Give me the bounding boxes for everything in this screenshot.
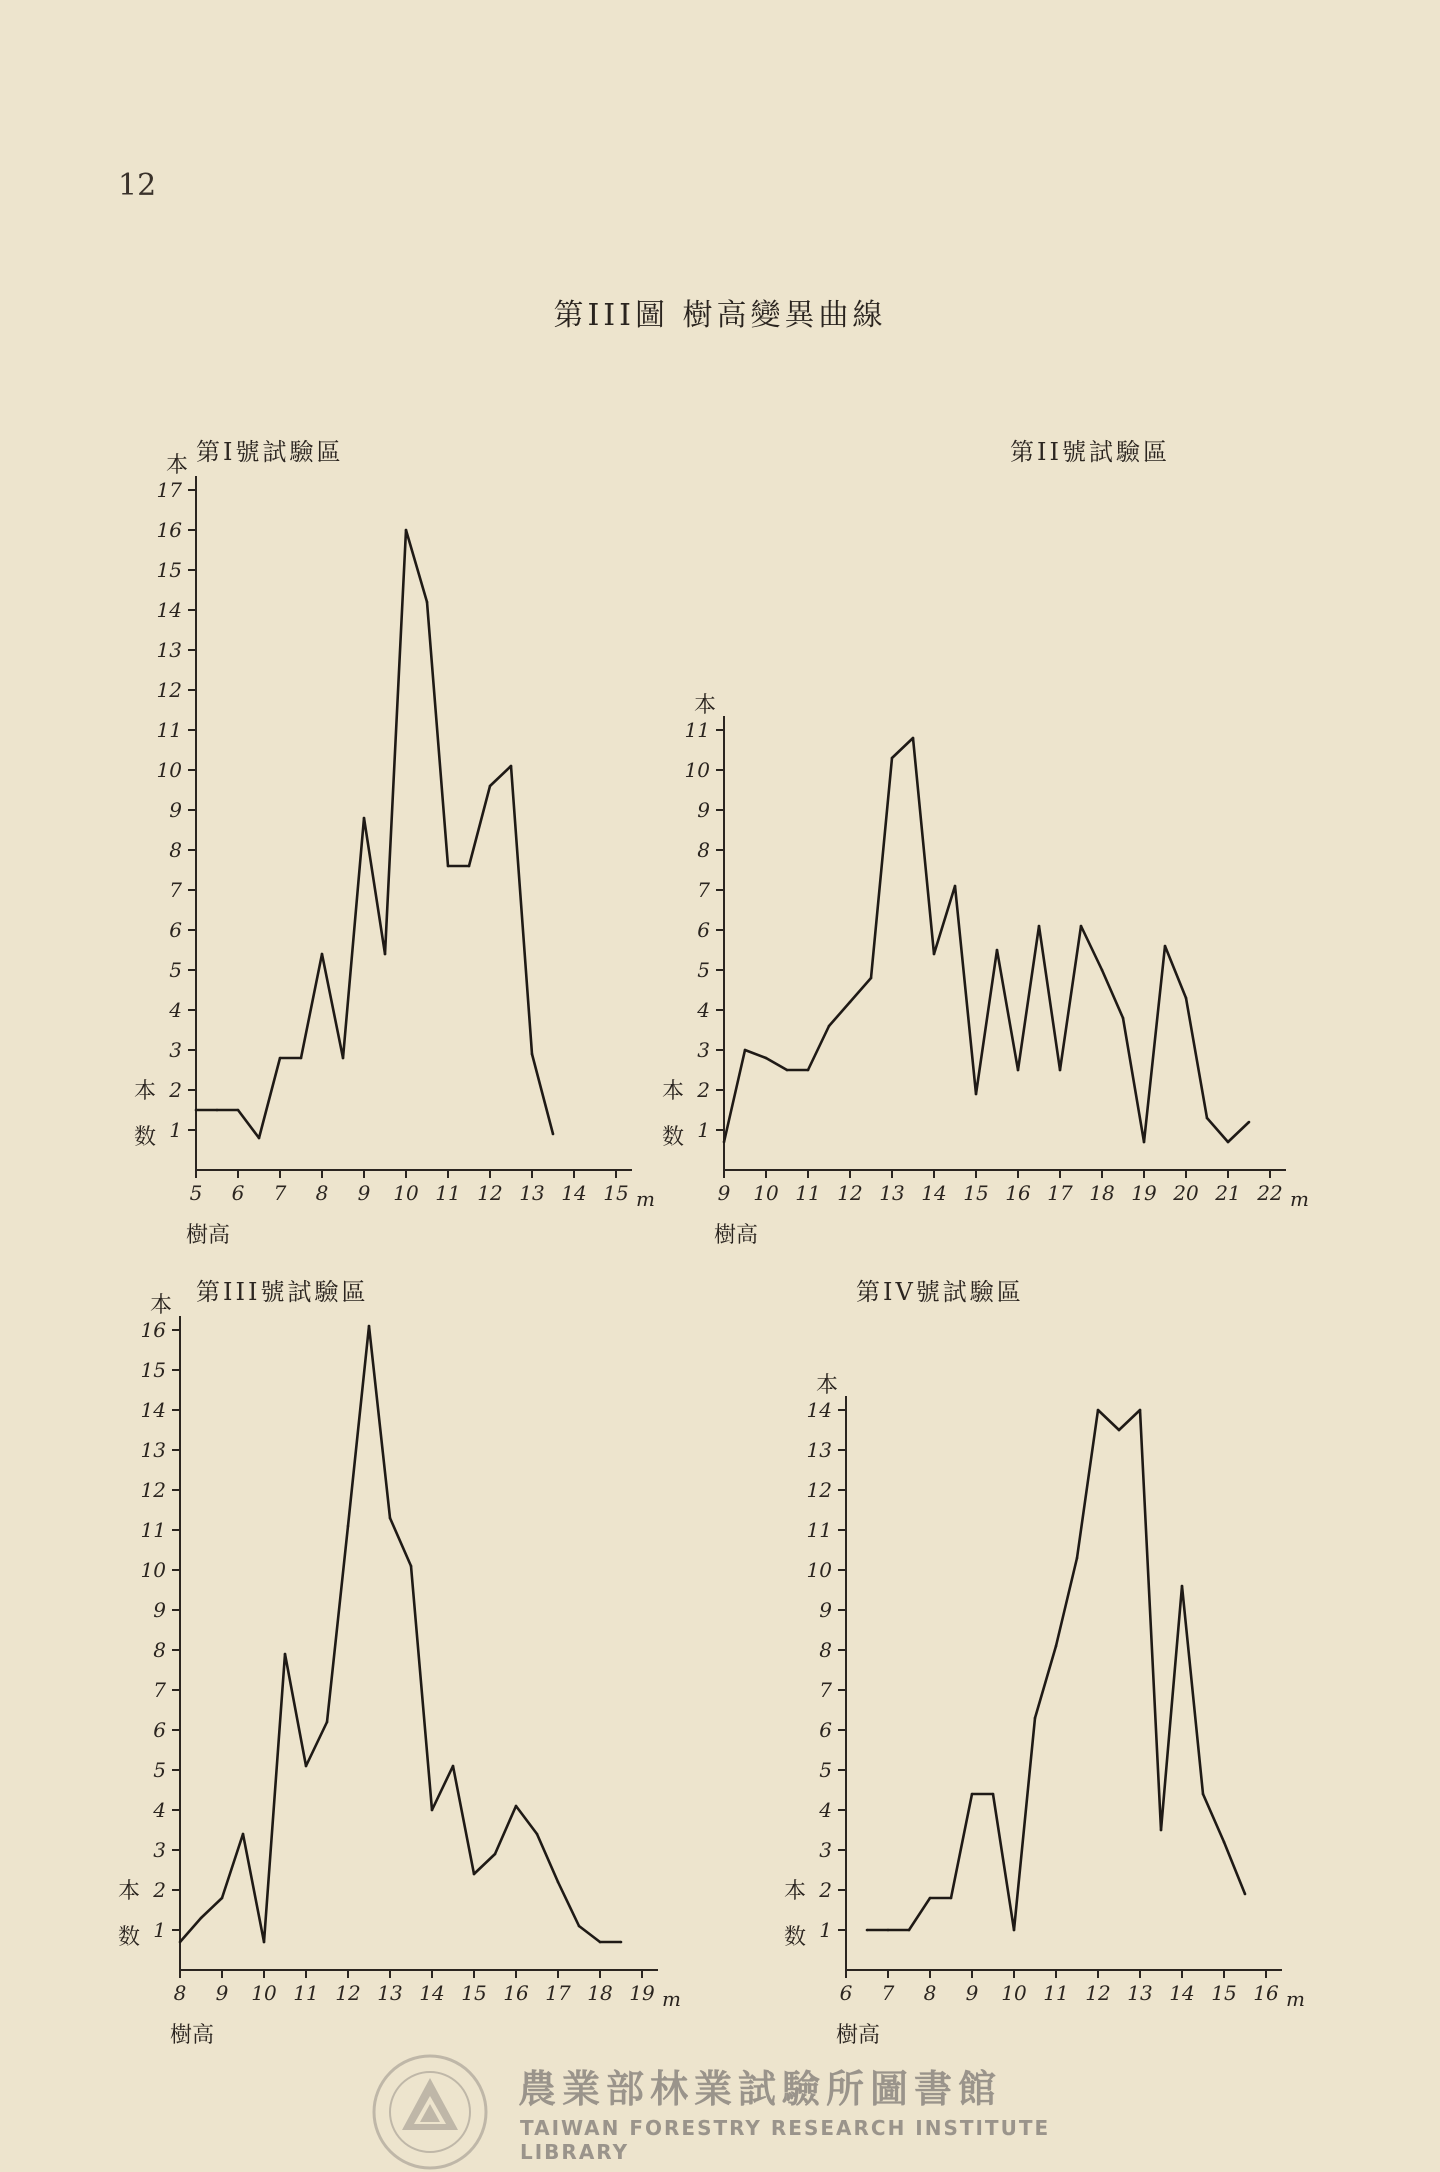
data-point xyxy=(1185,997,1188,1000)
data-point xyxy=(389,1517,392,1520)
y-tick-label: 13 xyxy=(806,1438,832,1462)
data-point xyxy=(242,1833,245,1836)
y-tick-label: 6 xyxy=(169,918,182,942)
x-tick-label: 14 xyxy=(419,1981,445,2005)
data-point xyxy=(221,1897,224,1900)
y-tick-label: 11 xyxy=(156,718,182,742)
series-line xyxy=(180,1326,621,1942)
data-point xyxy=(1223,1841,1226,1844)
y-axis-top-label: 本 xyxy=(816,1373,839,1398)
x-tick-label: 21 xyxy=(1215,1181,1241,1205)
data-point xyxy=(908,1929,911,1932)
data-point xyxy=(279,1057,282,1060)
y-tick-label: 14 xyxy=(140,1398,166,1422)
x-axis-unit: m xyxy=(1290,1187,1309,1211)
y-tick-label: 15 xyxy=(140,1358,166,1382)
data-point xyxy=(620,1941,623,1944)
data-point xyxy=(452,1765,455,1768)
data-point xyxy=(510,765,513,768)
x-tick-label: 12 xyxy=(477,1181,503,1205)
data-point xyxy=(347,1525,350,1528)
chart-panel-1 xyxy=(100,420,660,1250)
x-tick-label: 8 xyxy=(923,1981,937,2005)
data-point xyxy=(599,1941,602,1944)
data-point xyxy=(410,1565,413,1568)
data-point xyxy=(258,1137,261,1140)
x-tick-label: 7 xyxy=(881,1981,895,2005)
x-tick-label: 13 xyxy=(1127,1981,1153,2005)
x-tick-label: 15 xyxy=(461,1981,487,2005)
data-point xyxy=(1038,925,1041,928)
y-tick-label: 14 xyxy=(806,1398,832,1422)
chart-panel-2 xyxy=(620,420,1320,1250)
data-point xyxy=(473,1873,476,1876)
data-point xyxy=(954,885,957,888)
data-point xyxy=(342,1057,345,1060)
x-tick-label: 18 xyxy=(587,1981,613,2005)
y-axis-side-label-1: 本 xyxy=(118,1879,141,1904)
y-tick-label: 16 xyxy=(156,518,182,542)
y-tick-label: 5 xyxy=(697,958,710,982)
x-tick-label: 9 xyxy=(717,1181,731,1205)
data-point xyxy=(975,1093,978,1096)
x-tick-label: 10 xyxy=(393,1181,419,1205)
x-tick-label: 9 xyxy=(215,1981,229,2005)
y-tick-label: 2 xyxy=(697,1078,710,1102)
data-point xyxy=(1139,1409,1142,1412)
y-tick-label: 7 xyxy=(819,1678,832,1702)
data-point xyxy=(195,1109,198,1112)
y-axis-side-label-2: 数 xyxy=(784,1925,807,1950)
y-tick-label: 9 xyxy=(169,798,182,822)
y-tick-label: 8 xyxy=(697,838,710,862)
data-point xyxy=(363,817,366,820)
y-tick-label: 5 xyxy=(153,1758,166,1782)
x-tick-label: 6 xyxy=(231,1181,245,1205)
data-point xyxy=(468,865,471,868)
data-point xyxy=(489,785,492,788)
chart-panel-3 xyxy=(100,1260,681,2060)
x-axis-unit: m xyxy=(662,1987,681,2011)
x-tick-label: 18 xyxy=(1089,1181,1115,1205)
y-tick-label: 9 xyxy=(697,798,710,822)
data-point xyxy=(284,1653,287,1656)
data-point xyxy=(866,1929,869,1932)
data-point xyxy=(1122,1017,1125,1020)
y-tick-label: 6 xyxy=(697,918,710,942)
data-point xyxy=(426,601,429,604)
library-seal-icon xyxy=(370,2052,490,2172)
data-point xyxy=(1160,1829,1163,1832)
data-point xyxy=(179,1941,182,1944)
x-tick-label: 20 xyxy=(1173,1181,1199,1205)
y-tick-label: 12 xyxy=(806,1478,832,1502)
y-tick-label: 7 xyxy=(697,878,710,902)
y-tick-label: 2 xyxy=(153,1878,166,1902)
y-axis-top-label: 本 xyxy=(150,1293,173,1318)
y-tick-label: 1 xyxy=(819,1918,832,1942)
data-point xyxy=(723,1141,726,1144)
x-tick-label: 10 xyxy=(1001,1981,1027,2005)
x-axis-label: 樹高 xyxy=(714,1223,759,1248)
y-tick-label: 8 xyxy=(153,1638,166,1662)
data-point xyxy=(531,1053,534,1056)
y-tick-label: 13 xyxy=(156,638,182,662)
data-point xyxy=(950,1897,953,1900)
series-line xyxy=(724,738,1249,1142)
x-tick-label: 16 xyxy=(503,1981,529,2005)
y-tick-label: 10 xyxy=(140,1558,166,1582)
x-axis-label: 樹高 xyxy=(186,1223,231,1248)
x-tick-label: 11 xyxy=(293,1981,319,2005)
x-tick-label: 11 xyxy=(795,1181,821,1205)
data-point xyxy=(1055,1645,1058,1648)
x-tick-label: 12 xyxy=(335,1981,361,2005)
data-point xyxy=(765,1057,768,1060)
y-tick-label: 15 xyxy=(156,558,182,582)
data-point xyxy=(828,1025,831,1028)
data-point xyxy=(1101,969,1104,972)
x-tick-label: 19 xyxy=(1131,1181,1157,1205)
y-axis-side-label-1: 本 xyxy=(134,1079,157,1104)
data-point xyxy=(552,1133,555,1136)
y-axis-side-label-2: 数 xyxy=(118,1925,141,1950)
y-tick-label: 1 xyxy=(153,1918,166,1942)
data-point xyxy=(368,1325,371,1328)
series-line xyxy=(867,1410,1245,1930)
data-point xyxy=(1202,1793,1205,1796)
x-tick-label: 12 xyxy=(837,1181,863,1205)
x-tick-label: 16 xyxy=(1005,1181,1031,1205)
y-axis-top-label: 本 xyxy=(694,693,717,718)
data-point xyxy=(200,1917,203,1920)
x-tick-label: 14 xyxy=(561,1181,587,1205)
data-point xyxy=(933,953,936,956)
data-point xyxy=(1244,1893,1247,1896)
y-axis-side-label-1: 本 xyxy=(662,1079,685,1104)
y-axis-side-label-1: 本 xyxy=(784,1879,807,1904)
data-point xyxy=(1034,1717,1037,1720)
data-point xyxy=(305,1765,308,1768)
data-point xyxy=(786,1069,789,1072)
data-point xyxy=(431,1809,434,1812)
x-tick-label: 11 xyxy=(1043,1981,1069,2005)
x-tick-label: 8 xyxy=(173,1981,187,2005)
data-point xyxy=(405,529,408,532)
y-tick-label: 5 xyxy=(819,1758,832,1782)
data-point xyxy=(536,1833,539,1836)
data-point xyxy=(929,1897,932,1900)
x-tick-label: 13 xyxy=(377,1981,403,2005)
x-tick-label: 15 xyxy=(603,1181,629,1205)
data-point xyxy=(1118,1429,1121,1432)
chart-title: 第III號試驗區 xyxy=(196,1278,369,1306)
library-name-chinese: 農業部林業試驗所圖書館 xyxy=(518,2067,1003,2111)
data-point xyxy=(1248,1121,1251,1124)
y-tick-label: 4 xyxy=(153,1798,166,1822)
y-tick-label: 9 xyxy=(819,1598,832,1622)
data-point xyxy=(1143,1141,1146,1144)
y-tick-label: 2 xyxy=(169,1078,182,1102)
y-tick-label: 10 xyxy=(806,1558,832,1582)
series-line xyxy=(196,530,553,1138)
y-tick-label: 17 xyxy=(156,478,182,502)
data-point xyxy=(1017,1069,1020,1072)
y-tick-label: 10 xyxy=(156,758,182,782)
y-axis-side-label-2: 数 xyxy=(662,1125,685,1150)
x-tick-label: 10 xyxy=(753,1181,779,1205)
data-point xyxy=(912,737,915,740)
library-name-english: TAIWAN FORESTRY RESEARCH INSTITUTE LIBRARY xyxy=(520,2116,1051,2164)
x-axis-label: 樹高 xyxy=(170,2023,215,2048)
data-point xyxy=(1181,1585,1184,1588)
data-point xyxy=(891,757,894,760)
y-tick-label: 2 xyxy=(819,1878,832,1902)
data-point xyxy=(1097,1409,1100,1412)
data-point xyxy=(300,1057,303,1060)
data-point xyxy=(992,1793,995,1796)
y-tick-label: 11 xyxy=(140,1518,166,1542)
chart-title: 第II號試驗區 xyxy=(1010,438,1170,466)
y-axis-top-label: 本 xyxy=(166,453,189,478)
y-tick-label: 4 xyxy=(697,998,710,1022)
y-tick-label: 13 xyxy=(140,1438,166,1462)
y-tick-label: 16 xyxy=(140,1318,166,1342)
x-axis-label: 樹高 xyxy=(836,2023,881,2048)
data-point xyxy=(971,1793,974,1796)
y-tick-label: 6 xyxy=(153,1718,166,1742)
y-tick-label: 9 xyxy=(153,1598,166,1622)
x-tick-label: 5 xyxy=(189,1181,203,1205)
y-tick-label: 3 xyxy=(153,1838,166,1862)
data-point xyxy=(1164,945,1167,948)
data-point xyxy=(216,1109,219,1112)
x-tick-label: 13 xyxy=(879,1181,905,1205)
data-point xyxy=(744,1049,747,1052)
y-tick-label: 4 xyxy=(819,1798,832,1822)
x-tick-label: 19 xyxy=(629,1981,655,2005)
x-axis-unit: m xyxy=(1286,1987,1305,2011)
y-tick-label: 10 xyxy=(684,758,710,782)
data-point xyxy=(237,1109,240,1112)
y-tick-label: 4 xyxy=(169,998,182,1022)
x-tick-label: 8 xyxy=(315,1181,329,1205)
y-tick-label: 5 xyxy=(169,958,182,982)
data-point xyxy=(326,1721,329,1724)
data-point xyxy=(1227,1141,1230,1144)
y-tick-label: 8 xyxy=(169,838,182,862)
x-tick-label: 16 xyxy=(1253,1981,1279,2005)
data-point xyxy=(870,977,873,980)
data-point xyxy=(1059,1069,1062,1072)
x-tick-label: 14 xyxy=(921,1181,947,1205)
y-axis-side-label-2: 数 xyxy=(134,1125,157,1150)
data-point xyxy=(447,865,450,868)
data-point xyxy=(515,1805,518,1808)
data-point xyxy=(321,953,324,956)
data-point xyxy=(384,953,387,956)
data-point xyxy=(807,1069,810,1072)
x-tick-label: 14 xyxy=(1169,1981,1195,2005)
y-tick-label: 8 xyxy=(819,1638,832,1662)
y-tick-label: 12 xyxy=(156,678,182,702)
y-tick-label: 11 xyxy=(806,1518,832,1542)
y-tick-label: 14 xyxy=(156,598,182,622)
data-point xyxy=(578,1925,581,1928)
y-tick-label: 7 xyxy=(153,1678,166,1702)
data-point xyxy=(557,1881,560,1884)
y-tick-label: 12 xyxy=(140,1478,166,1502)
y-tick-label: 3 xyxy=(169,1038,182,1062)
x-tick-label: 11 xyxy=(435,1181,461,1205)
y-tick-label: 1 xyxy=(169,1118,182,1142)
x-tick-label: 9 xyxy=(965,1981,979,2005)
y-tick-label: 11 xyxy=(684,718,710,742)
data-point xyxy=(996,949,999,952)
x-tick-label: 22 xyxy=(1257,1181,1283,1205)
data-point xyxy=(887,1929,890,1932)
x-tick-label: 7 xyxy=(273,1181,287,1205)
data-point xyxy=(494,1853,497,1856)
x-tick-label: 15 xyxy=(1211,1981,1237,2005)
data-point xyxy=(849,1001,852,1004)
x-tick-label: 9 xyxy=(357,1181,371,1205)
x-tick-label: 6 xyxy=(839,1981,853,2005)
x-tick-label: 17 xyxy=(1047,1181,1073,1205)
data-point xyxy=(1076,1557,1079,1560)
x-tick-label: 12 xyxy=(1085,1981,1111,2005)
y-tick-label: 6 xyxy=(819,1718,832,1742)
y-tick-label: 7 xyxy=(169,878,182,902)
y-tick-label: 3 xyxy=(819,1838,832,1862)
x-axis-unit: m xyxy=(636,1187,655,1211)
data-point xyxy=(1013,1929,1016,1932)
chart-title: 第I號試驗區 xyxy=(196,438,344,466)
x-tick-label: 10 xyxy=(251,1981,277,2005)
y-tick-label: 1 xyxy=(697,1118,710,1142)
chart-panel-4 xyxy=(760,1260,1320,2060)
figure-title: 第III圖 樹高變異曲線 xyxy=(553,298,887,333)
x-tick-label: 17 xyxy=(545,1981,571,2005)
page-number: 12 xyxy=(118,168,157,203)
chart-title: 第IV號試驗區 xyxy=(856,1278,1024,1306)
data-point xyxy=(263,1941,266,1944)
library-watermark xyxy=(370,2052,1090,2164)
x-tick-label: 13 xyxy=(519,1181,545,1205)
y-tick-label: 3 xyxy=(697,1038,710,1062)
x-tick-label: 15 xyxy=(963,1181,989,1205)
data-point xyxy=(1206,1117,1209,1120)
data-point xyxy=(1080,925,1083,928)
